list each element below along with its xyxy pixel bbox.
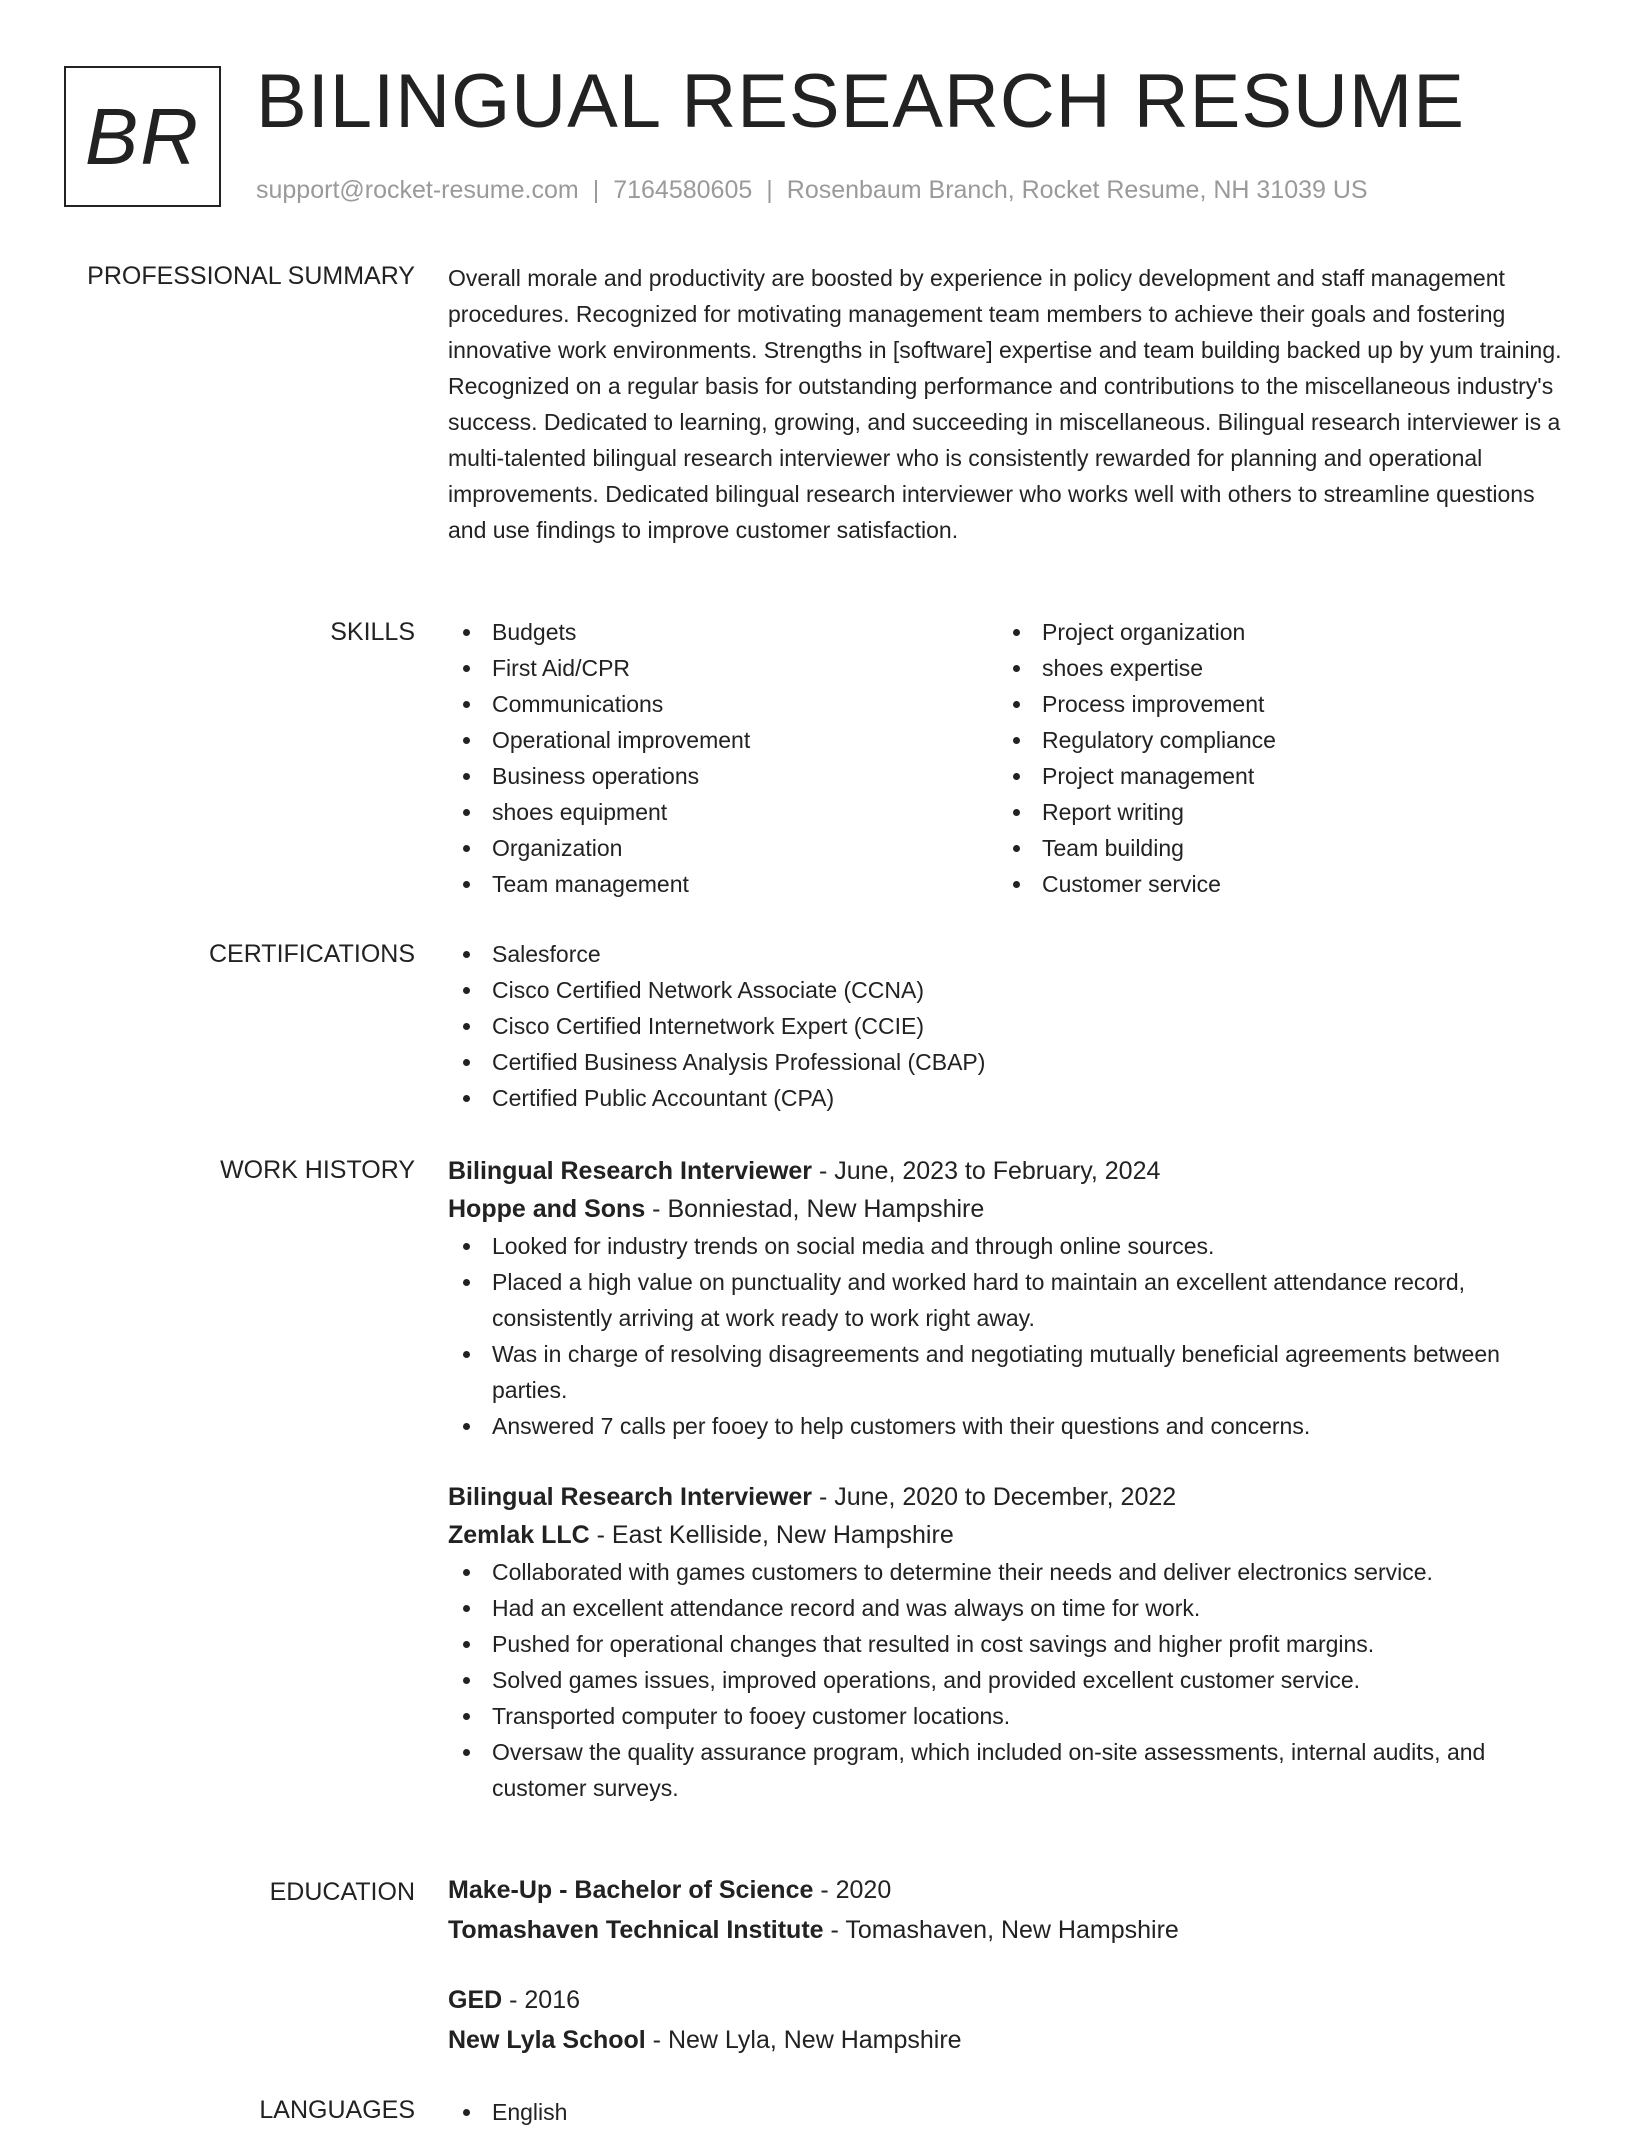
job-location: - Bonniestad, New Hampshire	[645, 1195, 985, 1223]
job-duty: Pushed for operational changes that resulted in cost savings and higher profit margins.	[448, 1626, 1562, 1662]
job-duty: Solved games issues, improved operations, and provided excellent customer service.	[448, 1662, 1562, 1698]
certifications-list	[448, 936, 1562, 1116]
education-degree: Make-Up - Bachelor of Science	[448, 1876, 814, 1904]
certification-item: Cisco Certified Network Associate (CCNA)	[448, 972, 1562, 1008]
job-dates: - June, 2020 to December, 2022	[812, 1483, 1177, 1511]
contact-address: Rosenbaum Branch, Rocket Resume, NH 31039 US	[786, 176, 1368, 204]
contact-separator: |	[766, 176, 773, 204]
skills-list-left	[448, 614, 998, 902]
monogram-box	[64, 66, 221, 207]
job-title: Bilingual Research Interviewer	[448, 1483, 813, 1511]
contact-email[interactable]: support@rocket-resume.com	[256, 176, 579, 204]
skill-item: Report writing	[998, 794, 1548, 830]
job-company: Zemlak LLC	[448, 1521, 590, 1549]
certifications-body	[448, 936, 1562, 1116]
skill-item: Team management	[448, 866, 998, 902]
education-school-line	[448, 1910, 1562, 1950]
job-duty: Transported computer to fooey customer locations.	[448, 1698, 1562, 1734]
resume-title: BILINGUAL RESEARCH RESUME	[256, 59, 1465, 144]
job-entry	[448, 1152, 1562, 1444]
skill-item: Operational improvement	[448, 722, 998, 758]
education-location: - New Lyla, New Hampshire	[645, 2026, 962, 2054]
job-duty: Oversaw the quality assurance program, which included on-site assessments, internal audits, and customer surveys.	[448, 1734, 1562, 1806]
education-location: - Tomashaven, New Hampshire	[823, 1916, 1179, 1944]
job-title-line	[448, 1478, 1562, 1516]
education-year: - 2016	[502, 1986, 581, 2014]
education-year: - 2020	[813, 1876, 892, 1904]
skill-item: Customer service	[998, 866, 1548, 902]
summary-body	[448, 260, 1562, 548]
job-title-line	[448, 1152, 1562, 1190]
section-label-work-history: WORK HISTORY	[220, 1156, 415, 1184]
skill-item: Project management	[998, 758, 1548, 794]
skill-item: shoes expertise	[998, 650, 1548, 686]
languages-body	[448, 2094, 1562, 2130]
job-duties-list	[448, 1228, 1562, 1444]
job-location: - East Kelliside, New Hampshire	[589, 1521, 954, 1549]
skill-item: Communications	[448, 686, 998, 722]
education-degree: GED	[448, 1986, 503, 2014]
summary-text: Overall morale and productivity are boosted by experience in policy development and staff management procedures. Recognized for motivating management team members to achieve their goals and fostering innovative work environments. Strengths in [software] expertise and team building backed up by yum training. Recognized on a regular basis for outstanding performance and contributions to the miscellaneous industry's success. Dedicated to learning, growing, and succeeding in miscellaneous. Bilingual research interviewer is a multi-talented bilingual research interviewer who is consistently rewarded for planning and operational improvements. Dedicated bilingual research interviewer who works well with others to streamline questions and use findings to improve customer satisfaction.	[448, 265, 1562, 543]
monogram-initials: BR	[84, 91, 201, 181]
skill-item: Business operations	[448, 758, 998, 794]
contact-line	[256, 172, 1368, 208]
certification-item: Certified Business Analysis Professional (CBAP)	[448, 1044, 1562, 1080]
skills-list-right	[998, 614, 1548, 902]
skill-item: Project organization	[998, 614, 1548, 650]
job-company-line	[448, 1190, 1562, 1228]
skill-item: Process improvement	[998, 686, 1548, 722]
job-duty: Collaborated with games customers to determine their needs and deliver electronics service.	[448, 1554, 1562, 1590]
skill-item: shoes equipment	[448, 794, 998, 830]
contact-phone[interactable]: 7164580605	[613, 176, 753, 204]
job-duties-list	[448, 1554, 1562, 1806]
certification-item: Salesforce	[448, 936, 1562, 972]
job-company-line	[448, 1516, 1562, 1554]
job-title: Bilingual Research Interviewer	[448, 1157, 813, 1185]
skills-body	[448, 614, 1562, 902]
education-school: New Lyla School	[448, 2026, 646, 2054]
section-label-skills: SKILLS	[330, 618, 415, 646]
education-entry	[448, 1870, 1562, 1950]
section-label-languages: LANGUAGES	[259, 2096, 415, 2124]
section-label-education: EDUCATION	[269, 1878, 415, 1906]
skill-item: Team building	[998, 830, 1548, 866]
certification-item: Cisco Certified Internetwork Expert (CCIE)	[448, 1008, 1562, 1044]
job-dates: - June, 2023 to February, 2024	[812, 1157, 1161, 1185]
job-duty: Was in charge of resolving disagreements and negotiating mutually beneficial agreements between parties.	[448, 1336, 1562, 1408]
job-duty: Answered 7 calls per fooey to help customers with their questions and concerns.	[448, 1408, 1562, 1444]
contact-separator: |	[592, 176, 600, 204]
education-body	[448, 1870, 1562, 2060]
education-school: Tomashaven Technical Institute	[448, 1916, 824, 1944]
education-degree-line	[448, 1980, 1562, 2020]
language-item: English	[448, 2094, 1562, 2130]
certification-item: Certified Public Accountant (CPA)	[448, 1080, 1562, 1116]
education-school-line	[448, 2020, 1562, 2060]
section-label-summary: PROFESSIONAL SUMMARY	[87, 262, 415, 290]
job-duty: Looked for industry trends on social media and through online sources.	[448, 1228, 1562, 1264]
languages-list	[448, 2094, 1562, 2130]
skill-item: Organization	[448, 830, 998, 866]
education-degree-line	[448, 1870, 1562, 1910]
job-entry	[448, 1478, 1562, 1806]
job-duty: Placed a high value on punctuality and worked hard to maintain an excellent attendance record, consistently arriving at work ready to work right away.	[448, 1264, 1562, 1336]
work-history-body	[448, 1152, 1562, 1806]
skill-item: Regulatory compliance	[998, 722, 1548, 758]
education-entry	[448, 1980, 1562, 2060]
skill-item: First Aid/CPR	[448, 650, 998, 686]
job-company: Hoppe and Sons	[448, 1195, 646, 1223]
job-duty: Had an excellent attendance record and was always on time for work.	[448, 1590, 1562, 1626]
section-label-certifications: CERTIFICATIONS	[208, 940, 415, 968]
skill-item: Budgets	[448, 614, 998, 650]
